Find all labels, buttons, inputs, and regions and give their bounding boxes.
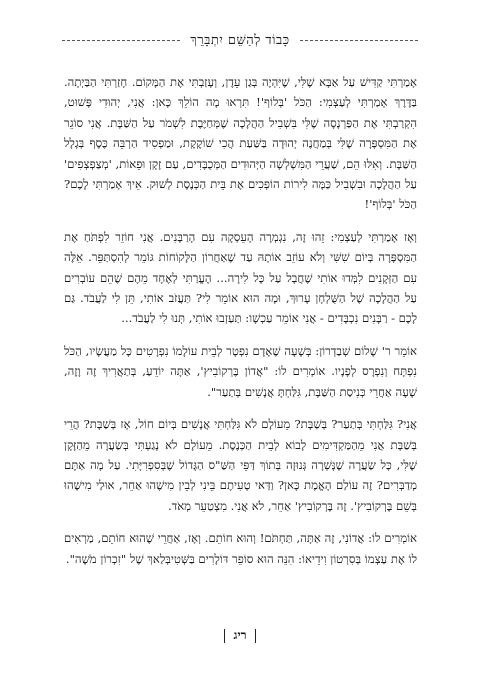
paragraph: וְאָז אָמַרְתִּי לְעַצְמִי: זֵהוּ זֶה, נִגְמְרָה הָעֵסְקָה עִם הָרַבָּנִים. אֲנִי חוֹזֵר לִפְתֹּחַ אֶת הַמִּסְפָּרָה בְּיוֹם שִׁשִּׁי וְלֹא עוֹזֵב אוֹתָהּ עַד שֶׁאַחֲרוֹן הַלָּקוֹחוֹת גּוֹמֵר לְהִסְתַּפֵּר. אֵלֶּה עִם הַזְּקָנִים לִמְּדוּ אוֹתִי שֶׁחֲבָל עַל כָּל לִירָה... הֶעֱרַתִּי לְאֶחָד מֵהֶם שֶׁהֵם עוֹבְרִים עַל הַהֲלָכָה שֶׁל הַשֻּׁלְחָן עָרוּךְ, וּמָה הוּא אוֹמֵר לִי? תַּעֲזֹב אוֹתִי, תֵּן לִי לַעֲבֹד. גַּם לָכֶם - רַבָּנִים נִכְבָּדִים - אֲנִי אוֹמֵר עַכְשָׁו: תַּעַזְבוּ אוֹתִי, תְּנוּ לִי לַעֲבֹד... [64, 229, 417, 326]
header-rule-left [62, 40, 180, 41]
page-number: ריג [233, 628, 247, 642]
paragraph: אוֹמְרִים לוֹ: אֲדוֹנִי, זֶה אַתָּה, תַּחְתֹּם! וְהוּא חוֹתֵם. וְאָז, אַחֲרֵי שֶׁהוּא חוֹתֵם, מַרְאִים לוֹ אֶת עַצְמוֹ בְּסִרְטוֹן וִידֵיאוֹ: הִנֵּה הוּא סוֹפֵר דּוֹלָרִים בַּשְּׁטִיבְּלַאךְ שֶׁל "זִכְרוֹן מֹשֶׁה". [64, 531, 417, 566]
footer-bar-right [255, 629, 256, 643]
footer-bar-left [224, 629, 225, 643]
header-title: כָּבוֹד לְהַשֵּׁם יִתְבָּרֵךְ [190, 33, 290, 48]
running-header [62, 30, 418, 50]
header-rule-right [300, 40, 418, 41]
paragraph: אֲנִי? גִּלַּחְתִּי בְּתַעַר? בְּשַׁבָּת? מֵעוֹלָם לֹא גִּלַּחְתִּי אֲנָשִׁים בְּיוֹם חוֹל, אָז בְּשַׁבָּת? הֲרֵי בְּשַׁבָּת אֲנִי מֵהַמַּקְדִּימִים לָבוֹא לְבֵית הַכְּנֶסֶת. מֵעוֹלָם לֹא נָגַעְתִּי בְּשַׂעֲרָה מֵהַזָּקָן שֶׁלִּי, כָּל שַׂעֲרָה שֶׁנָּשְׁרָה גְּנוּזָה בְּתוֹךְ דַּפֵּי הַשַּׁ"ס הַגָּדוֹל שֶׁבְּסִפְרִיָּתִי. עַל מָה אַתֶּם מְדַבְּרִים? זֶה עוֹלַם הָאֱמֶת כָּאן? וַדַּאי טָעִיתֶם בֵּינִי לְבֵין מִישֶׁהוּ אַחֵר, אוּלַי מִישֶׁהוּ בְּשֵׁם בֶּרְקוֹבִיץ'. זֶה בֶּרְקוֹבִיץ' אַחֵר, לֹא אֲנִי. מִצְטַעֵר מְאֹד. [64, 417, 417, 513]
paragraph: אָמַרְתִּי קַדִּישׁ עַל אַבָּא שֶׁלִּי, שֶׁיִּהְיֶה בְּגַן עֵדֶן, וְעָזַבְתִּי אֶת הַמָּקוֹם. חָזַרְתִּי הַבַּיְתָה. בַּדֶּרֶךְ אָמַרְתִּי לְעַצְמִי: הַכֹּל 'בְּלוֹף'! תִּרְאוּ מָה הוֹלֵךְ כָּאן: אֲנִי, יְהוּדִי פָּשׁוּט, הִקְרַבְתִּי אֶת הַפַּרְנָסָה שֶׁלִּי בִּשְׁבִיל הַהֲלָכָה שֶׁמְּחַיֶּבֶת לִשְׁמֹר עַל הַשַּׁבָּת. אֲנִי סוֹגֵר אֶת הַמִּסְפָּרָה שֶׁלִּי בְּמַחֲנֶה יְהוּדָה בַּשַּׁעַת הֲכִי שׁוֹקֶקֶת, וּמַפְסִיד הַרְבֵּה כֶּסֶף בְּגָלָל הַשַּׁבָּת. וְאִלּוּ הֵם, שַׁעֲרֵי הַמִּשְׁלְשָׁה הַיְּהוּדִים הַמְּכֻבָּדִים, עַם זָקָן וּפֵאוֹת, 'מְצַפְצְפִים' עַל הַהֲלָכָה וּבִשְׁבִיל כַּמָּה לִירוֹת הוֹפְכִים אֶת בֵּית הַכְּנֶסֶת לְשׁוּק. אֵיךְ אָמַרְתִּי לָכֶם? הַכֹּל 'בְּלוֹף'! [64, 75, 417, 212]
body-text [64, 72, 417, 581]
paragraph: אוֹמֵר ר' שָׁלוֹם שְׁבַדְרוֹן: בְּשָׁעָה שֶׁאָדָם נִפְטָר לְבֵית עוֹלָמוֹ נִפְרָטִים כָּל מַעֲשָׂיו, הַכֹּל נִפְתָּח וְנִפְרָס לְפָנָיו. אוֹמְרִים לוֹ: "אֲדוֹן בֶּרְקוֹבִיץ', אַתָּה יוֹדֵעַ, בְּתַאֲרִיךְ זֶה וָזֶה, שָׁעָה אַחֲרֵי כְּנִיסַת הַשַּׁבָּת, גִּלַּחְתָּ אֲנָשִׁים בְּתַעַר". [64, 343, 417, 399]
page-footer [0, 628, 480, 643]
